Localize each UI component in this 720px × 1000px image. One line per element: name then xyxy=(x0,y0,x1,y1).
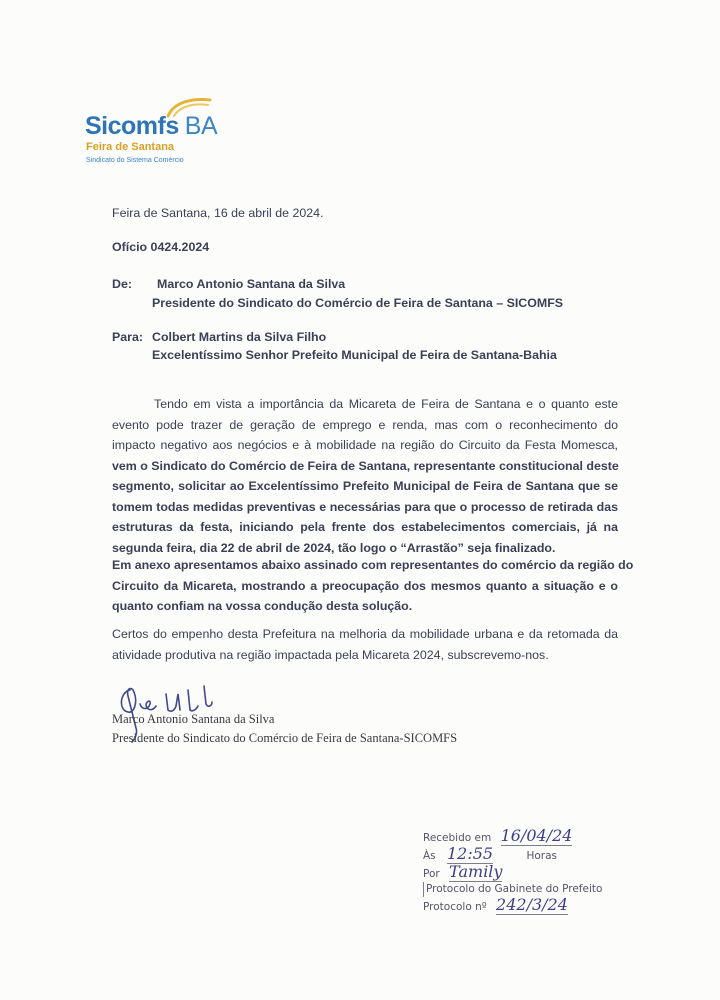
p1-line: vem o Sindicato do Comércio de Feira de Santana, representante constitucional deste xyxy=(112,458,619,473)
date-line: Feira de Santana, 16 de abril de 2024. xyxy=(112,206,324,220)
logo-state: BA xyxy=(184,112,218,140)
from-title: Presidente do Sindicato do Comércio de Feira de Santana – SICOMFS xyxy=(152,296,564,310)
to-title: Excelentíssimo Senhor Prefeito Municipal de Feira de Santana-Bahia xyxy=(152,348,557,362)
signatory-title: Presidente do Sindicato do Comércio de Feira de Santana-SICOMFS xyxy=(112,731,458,745)
p1-line: segunda feira, dia 22 de abril de 2024, tão logo o “Arrastão” seja finalizado. xyxy=(112,540,556,555)
p1-line: evento pode trazer de geração de emprego e renda, mas com o reconhecimento do xyxy=(112,417,618,432)
from-label: De: xyxy=(112,277,132,291)
signatory-name: Marco Antonio Santana da Silva xyxy=(112,712,275,726)
from-name: Marco Antonio Santana da Silva xyxy=(157,277,346,291)
logo-name: Sicomfs xyxy=(85,112,179,140)
oficio-number: Ofício 0424.2024 xyxy=(112,240,210,254)
stamp-protocol-value: 242/3/24 xyxy=(496,895,568,914)
stamp-office-line: Protocolo do Gabinete do Prefeito xyxy=(423,882,602,897)
stamp-by-label: Por xyxy=(423,868,440,880)
p1-line: Tendo em vista a importância da Micareta de Feira de Santana e o quanto este xyxy=(154,397,618,411)
p1-line: tomem todas medidas preventivas e necessárias para que o processo de retirada das xyxy=(112,499,618,514)
p2-line: Circuito da Micareta, mostrando a preocupação dos mesmos quanto a situação e o xyxy=(112,578,618,593)
logo-city: Feira de Santana xyxy=(86,141,175,153)
stamp-hours-label: Horas xyxy=(526,850,557,862)
to-name: Colbert Martins da Silva Filho xyxy=(152,330,327,344)
p2-line: quanto confiam na vossa condução desta solução. xyxy=(112,599,413,613)
logo-tagline: Sindicato do Sistema Comércio xyxy=(86,157,184,164)
p3-line: atividade produtiva na região impactada pela Micareta 2024, subscrevemo-nos. xyxy=(112,647,549,662)
logo-swoosh-icon xyxy=(164,96,214,118)
stamp-at-label: Às xyxy=(423,850,436,862)
p2-line: Em anexo apresentamos abaixo assinado com representantes do comércio da região do xyxy=(112,558,634,572)
stamp-protocol-row xyxy=(423,897,602,915)
to-label: Para: xyxy=(112,330,143,344)
paragraph-2 xyxy=(112,555,634,617)
stamp-received-label: Recebido em xyxy=(423,832,492,844)
p3-line: Certos do empenho desta Prefeitura na melhoria da mobilidade urbana e da retomada da xyxy=(112,627,618,641)
stamp-received-value: 16/04/24 xyxy=(500,826,573,845)
stamp-by-row xyxy=(423,864,602,882)
reception-stamp xyxy=(423,828,602,915)
paragraph-1 xyxy=(112,394,618,558)
p1-line: impacto negativo aos negócios e à mobilidade na região do Circuito da Festa Momesca, xyxy=(112,438,618,452)
stamp-time-value: 12:55 xyxy=(447,844,494,863)
stamp-by-value: Tamily xyxy=(449,862,503,881)
paragraph-3 xyxy=(112,624,618,665)
stamp-protocol-label: Protocolo nº xyxy=(423,901,487,913)
p1-line: estruturas da festa, iniciando pela frente dos estabelecimentos comerciais, já na xyxy=(112,520,618,534)
p1-line: segmento, solicitar ao Excelentíssimo Prefeito Municipal de Feira de Santana que se xyxy=(112,479,618,493)
